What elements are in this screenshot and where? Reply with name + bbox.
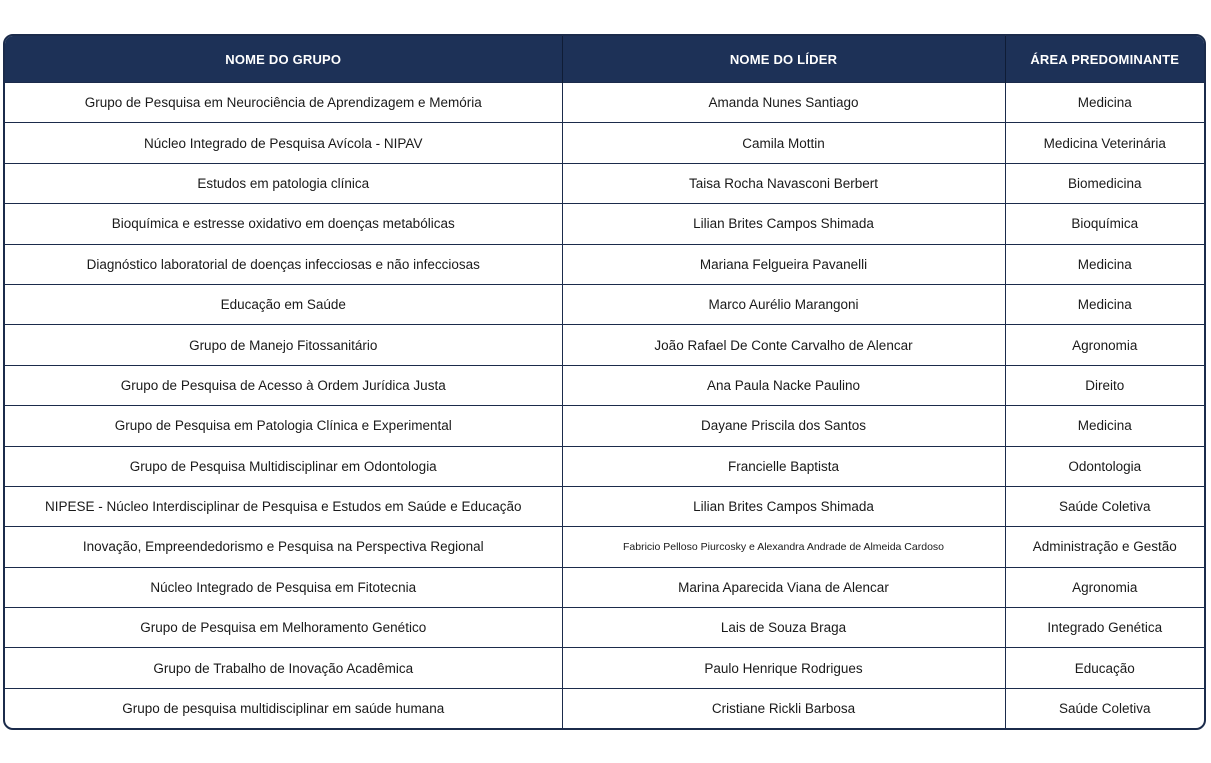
table-row [5, 446, 1204, 486]
cell-group-name: Bioquímica e estresse oxidativo em doenças metabólicas [5, 204, 562, 244]
table-body [5, 83, 1204, 729]
cell-area: Saúde Coletiva [1005, 486, 1204, 526]
table-row [5, 163, 1204, 203]
cell-area: Direito [1005, 365, 1204, 405]
cell-area: Medicina [1005, 83, 1204, 123]
research-groups-table-container [3, 34, 1206, 730]
cell-leader-name: Paulo Henrique Rodrigues [562, 648, 1005, 688]
table-row [5, 244, 1204, 284]
cell-area: Agronomia [1005, 567, 1204, 607]
cell-leader-name: Camila Mottin [562, 123, 1005, 163]
header-leader-name: NOME DO LÍDER [562, 36, 1005, 83]
cell-area: Medicina [1005, 244, 1204, 284]
table-row [5, 527, 1204, 567]
cell-group-name: Inovação, Empreendedorismo e Pesquisa na Perspectiva Regional [5, 527, 562, 567]
cell-leader-name: Lilian Brites Campos Shimada [562, 486, 1005, 526]
cell-area: Administração e Gestão [1005, 527, 1204, 567]
cell-area: Integrado Genética [1005, 608, 1204, 648]
cell-group-name: Núcleo Integrado de Pesquisa em Fitotecnia [5, 567, 562, 607]
cell-group-name: Grupo de Pesquisa em Melhoramento Genético [5, 608, 562, 648]
cell-leader-name: Mariana Felgueira Pavanelli [562, 244, 1005, 284]
cell-leader-name: Fabricio Pelloso Piurcosky e Alexandra Andrade de Almeida Cardoso [562, 527, 1005, 567]
cell-group-name: Estudos em patologia clínica [5, 163, 562, 203]
cell-area: Agronomia [1005, 325, 1204, 365]
cell-leader-name: Lilian Brites Campos Shimada [562, 204, 1005, 244]
table-row [5, 284, 1204, 324]
table-row [5, 608, 1204, 648]
research-groups-table [5, 36, 1204, 728]
header-group-name: NOME DO GRUPO [5, 36, 562, 83]
cell-leader-name: Marco Aurélio Marangoni [562, 284, 1005, 324]
cell-group-name: Grupo de Pesquisa Multidisciplinar em Odontologia [5, 446, 562, 486]
table-row [5, 648, 1204, 688]
cell-group-name: Diagnóstico laboratorial de doenças infecciosas e não infecciosas [5, 244, 562, 284]
cell-leader-name: Marina Aparecida Viana de Alencar [562, 567, 1005, 607]
header-row [5, 36, 1204, 83]
header-area: ÁREA PREDOMINANTE [1005, 36, 1204, 83]
table-row [5, 83, 1204, 123]
cell-group-name: NIPESE - Núcleo Interdisciplinar de Pesquisa e Estudos em Saúde e Educação [5, 486, 562, 526]
cell-group-name: Núcleo Integrado de Pesquisa Avícola - NIPAV [5, 123, 562, 163]
table-row [5, 123, 1204, 163]
table-row [5, 688, 1204, 728]
table-row [5, 406, 1204, 446]
table-row [5, 365, 1204, 405]
cell-leader-name: Ana Paula Nacke Paulino [562, 365, 1005, 405]
cell-area: Medicina Veterinária [1005, 123, 1204, 163]
table-header [5, 36, 1204, 83]
cell-group-name: Grupo de Pesquisa em Neurociência de Aprendizagem e Memória [5, 83, 562, 123]
table-row [5, 325, 1204, 365]
cell-leader-name: Cristiane Rickli Barbosa [562, 688, 1005, 728]
cell-area: Bioquímica [1005, 204, 1204, 244]
cell-leader-name: Amanda Nunes Santiago [562, 83, 1005, 123]
cell-group-name: Grupo de Manejo Fitossanitário [5, 325, 562, 365]
table-row [5, 486, 1204, 526]
cell-area: Biomedicina [1005, 163, 1204, 203]
cell-leader-name: Francielle Baptista [562, 446, 1005, 486]
cell-group-name: Grupo de Pesquisa de Acesso à Ordem Jurídica Justa [5, 365, 562, 405]
cell-area: Odontologia [1005, 446, 1204, 486]
table-row [5, 567, 1204, 607]
cell-area: Educação [1005, 648, 1204, 688]
cell-group-name: Grupo de Trabalho de Inovação Acadêmica [5, 648, 562, 688]
cell-leader-name: Taisa Rocha Navasconi Berbert [562, 163, 1005, 203]
cell-area: Medicina [1005, 406, 1204, 446]
cell-group-name: Educação em Saúde [5, 284, 562, 324]
cell-leader-name: Dayane Priscila dos Santos [562, 406, 1005, 446]
table-row [5, 204, 1204, 244]
cell-area: Medicina [1005, 284, 1204, 324]
cell-group-name: Grupo de pesquisa multidisciplinar em saúde humana [5, 688, 562, 728]
cell-area: Saúde Coletiva [1005, 688, 1204, 728]
cell-group-name: Grupo de Pesquisa em Patologia Clínica e Experimental [5, 406, 562, 446]
cell-leader-name: João Rafael De Conte Carvalho de Alencar [562, 325, 1005, 365]
cell-leader-name: Lais de Souza Braga [562, 608, 1005, 648]
